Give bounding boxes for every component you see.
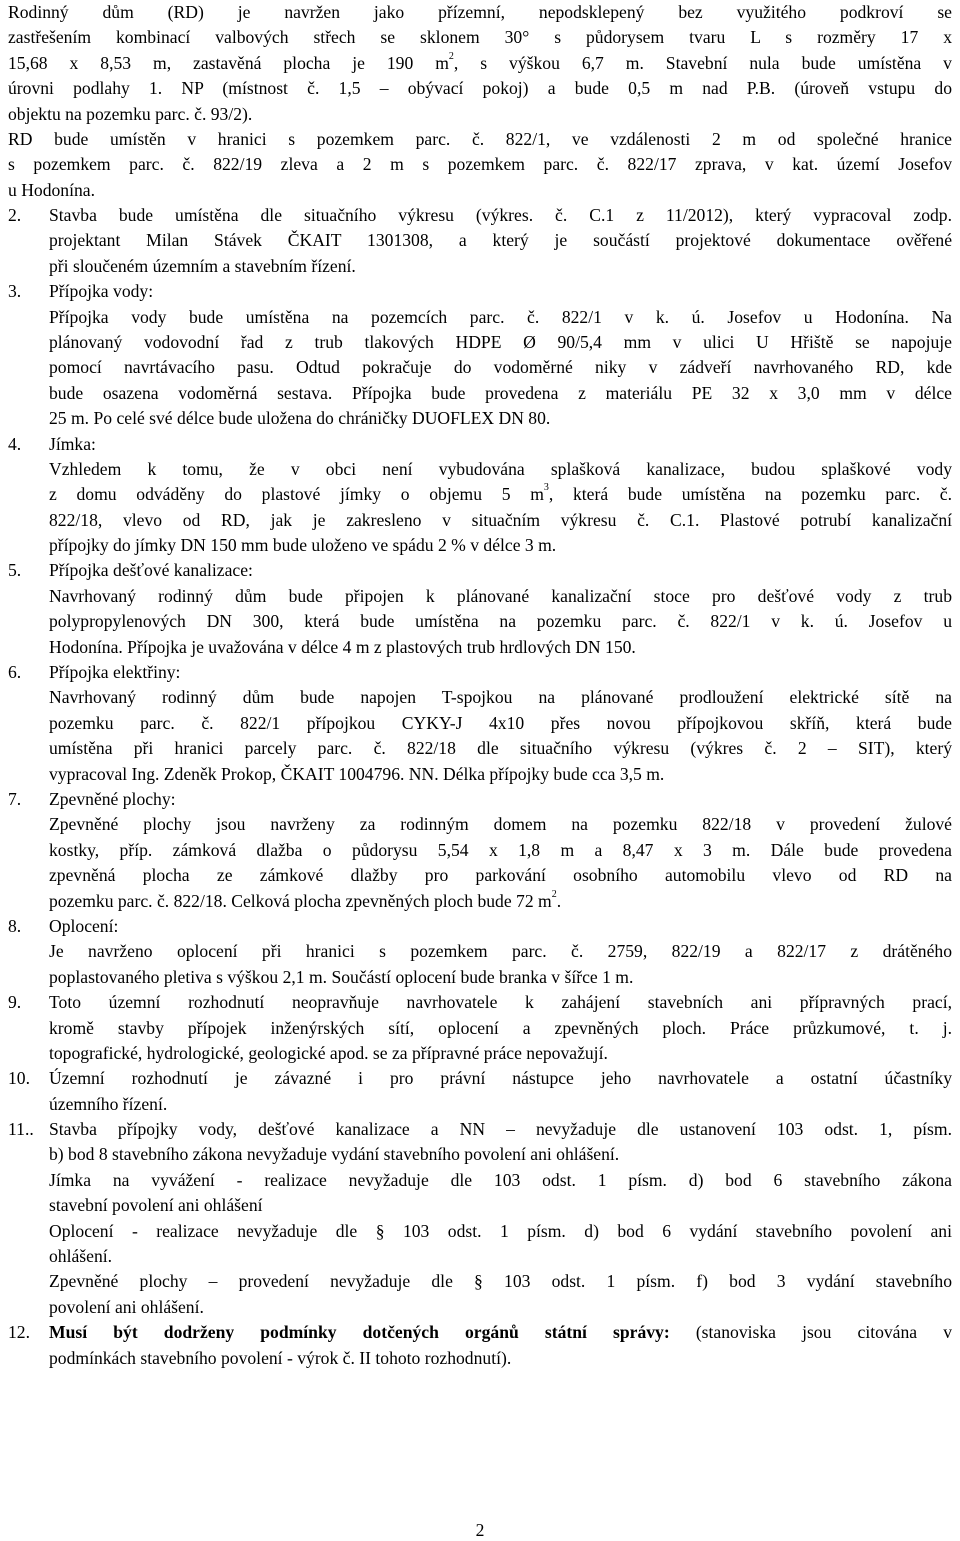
list-item bbox=[0, 1066, 960, 1117]
text-line: z domu odváděny do plastové jímky o objemu 5 $m^3$, která bude umístěna na pozemku parc. č. bbox=[49, 482, 952, 505]
list-item-number: 12. bbox=[8, 1322, 30, 1343]
text-line: Rodinný dům (RD) je navržen jako přízemní, nepodsklepený bez využitého podkroví se bbox=[8, 2, 952, 22]
list-item-number: 4. bbox=[8, 433, 22, 454]
text-line: Přípojka vody bude umístěna na pozemcích parc. č. 822/1 v k. ú. Josefov u Hodonína. Na bbox=[49, 306, 952, 327]
text-line: b) bod 8 stavebního zákona nevyžaduje vydání stavebního povolení ani ohlášení. bbox=[49, 1144, 620, 1165]
text-line: Zpevněné plochy: bbox=[49, 788, 176, 809]
list-item bbox=[0, 660, 960, 787]
list-item bbox=[0, 203, 960, 279]
text-line: kromě stavby přípojek inženýrských sítí, oplocení a zpevněných ploch. Práce průzkumové, t. j. bbox=[49, 1017, 952, 1038]
text-line: Zpevněné plochy – provedení nevyžaduje dle § 103 odst. 1 písm. f) bod 3 vydání stavebního bbox=[49, 1271, 952, 1292]
text-line: Hodonína. Přípojka je uvažována v délce 4 m z plastových trub hrdlových DN 150. bbox=[49, 636, 636, 657]
text-line: přípojky do jímky DN 150 mm bude uloženo ve spádu 2 % v délce 3 m. bbox=[49, 535, 557, 556]
list-item-number: 11.. bbox=[8, 1119, 34, 1140]
text-line: umístěna při hranici parcely parc. č. 822/18 dle situačního výkresu (výkres č. 2 – SIT), který bbox=[49, 738, 952, 759]
text-line: 25 m. Po celé své délce bude uložena do chráničky DUOFLEX DN 80. bbox=[49, 408, 551, 429]
page-number: 2 bbox=[475, 1520, 485, 1540]
list-item-number: 3. bbox=[8, 281, 22, 302]
list-item-number: 10. bbox=[8, 1068, 30, 1089]
text-line: Je navrženo oplocení při hranici s pozemkem parc. č. 2759, 822/19 a 822/17 z drátěného bbox=[49, 941, 952, 962]
list-item bbox=[0, 1320, 960, 1371]
text-line: ohlášení. bbox=[49, 1246, 113, 1267]
text-line: Územní rozhodnutí je závazné i pro právní nástupce jeho navrhovatele a ostatní účastníky bbox=[49, 1068, 952, 1089]
text-line: 15,68 x 8,53 m, zastavěná plocha je 190 $m^2$, s výškou 6,7 m. Stavební nula bude umístěna v bbox=[8, 50, 952, 73]
text-line: Navrhovaný rodinný dům bude napojen T-spojkou na plánované prodloužení elektrické sítě na bbox=[49, 687, 952, 708]
text-line: územního řízení. bbox=[49, 1093, 168, 1114]
text-line: úrovni podlahy 1. NP (místnost č. 1,5 – obývací pokoj) a bude 0,5 m nad P.B. (úroveň vstupu do bbox=[8, 78, 952, 99]
text-line: RD bude umístěn v hranici s pozemkem parc. č. 822/1, ve vzdálenosti 2 m od společné hranice bbox=[8, 128, 952, 149]
text-line: pozemku parc. č. 822/18. Celková plocha zpevněných ploch bude 72 $m^2$. bbox=[49, 888, 562, 911]
text-line: podmínkách stavebního povolení - výrok č. II tohoto rozhodnutí). bbox=[49, 1347, 512, 1368]
text-line: Přípojka vody: bbox=[49, 281, 154, 302]
list-item bbox=[0, 558, 960, 660]
text-line: Navrhovaný rodinný dům bude připojen k plánované kanalizační stoce pro dešťové vody z trub bbox=[49, 585, 952, 606]
text-line: pomocí navrtávacího pasu. Odtud pokračuje do vodoměrné niky v zádveří navrhovaného RD, kde bbox=[49, 357, 952, 378]
text-line: 822/18, vlevo od RD, jak je zakresleno v situačním výkresu č. C.1. Plastové potrubí kanalizační bbox=[49, 509, 952, 530]
text-line: s pozemkem parc. č. 822/19 zleva a 2 m s pozemkem parc. č. 822/17 zprava, v kat. území Josefov bbox=[8, 154, 952, 175]
text-line: stavební povolení ani ohlášení bbox=[49, 1195, 263, 1216]
text-line: zastřešením kombinací valbových střech se sklonem 30° s půdorysem tvaru L s rozměry 17 x bbox=[8, 27, 952, 48]
intro-paragraph bbox=[0, 0, 960, 203]
text-line: Jímka: bbox=[49, 433, 96, 454]
text-line: Oplocení - realizace nevyžaduje dle § 103 odst. 1 písm. d) bod 6 vydání stavebního povolení ani bbox=[49, 1220, 952, 1241]
list-item-number: 7. bbox=[8, 788, 22, 809]
text-line: Stavba přípojky vody, dešťové kanalizace a NN – nevyžaduje dle ustanovení 103 odst. 1, písm. bbox=[49, 1119, 952, 1140]
list-item bbox=[0, 787, 960, 914]
text-line: topografické, hydrologické, geologické apod. se za přípravné práce nepovažují. bbox=[49, 1042, 608, 1063]
text-line: zpevněná plocha ze zámkové dlažby pro parkování osobního automobilu vlevo od RD na bbox=[49, 865, 952, 886]
text-line: kostky, příp. zámková dlažba o půdorysu 5,54 x 1,8 m a 8,47 x 3 m. Dále bude provedena bbox=[49, 839, 952, 860]
text-line: Jímka na vyvážení - realizace nevyžaduje dle 103 odst. 1 písm. d) bod 6 stavebního zákona bbox=[49, 1169, 952, 1190]
list-item bbox=[0, 914, 960, 990]
text-line: projektant Milan Stávek ČKAIT 1301308, a který je součástí projektové dokumentace ověřené bbox=[49, 230, 952, 251]
numbered-list bbox=[0, 203, 960, 1371]
text-line: vypracoval Ing. Zdeněk Prokop, ČKAIT 1004796. NN. Délka přípojky bude cca 3,5 m. bbox=[49, 763, 665, 784]
text-line: Zpevněné plochy jsou navrženy za rodinným domem na pozemku 822/18 v provedení žulové bbox=[49, 814, 952, 835]
list-item-number: 8. bbox=[8, 915, 22, 936]
text-line: povolení ani ohlášení. bbox=[49, 1296, 204, 1317]
list-item-number: 6. bbox=[8, 662, 22, 683]
list-item bbox=[0, 432, 960, 559]
list-item bbox=[0, 279, 960, 431]
text-line: Přípojka elektřiny: bbox=[49, 662, 181, 683]
text-line: Toto územní rozhodnutí neopravňuje navrhovatele k zahájení stavebních ani přípravných prací, bbox=[49, 992, 952, 1013]
text-line: Vzhledem k tomu, že v obci není vybudována splašková kanalizace, budou splaškové vody bbox=[49, 458, 952, 479]
text-line: Musí být dodrženy podmínky dotčených orgánů státní správy: (stanoviska jsou citována v bbox=[49, 1322, 952, 1343]
text-line: při sloučeném územním a stavebním řízení. bbox=[49, 255, 356, 276]
text-line: Oplocení: bbox=[49, 915, 119, 936]
text-line: poplastovaného pletiva s výškou 2,1 m. Součástí oplocení bude branka v šířce 1 m. bbox=[49, 966, 634, 987]
list-item bbox=[0, 1117, 960, 1320]
list-item-number: 5. bbox=[8, 560, 22, 581]
text-line: Přípojka dešťové kanalizace: bbox=[49, 560, 253, 581]
text-line: pozemku parc. č. 822/1 přípojkou CYKY-J 4x10 přes novou přípojkovou skříň, která bude bbox=[49, 712, 952, 733]
text-line: polypropylenových DN 300, která bude umístěna na pozemku parc. č. 822/1 v k. ú. Josefov u bbox=[49, 611, 952, 632]
list-item-number: 2. bbox=[8, 205, 22, 225]
list-item-number: 9. bbox=[8, 992, 22, 1013]
text-line: u Hodonína. bbox=[8, 179, 95, 200]
text-line: plánovaný vodovodní řad z trub tlakových HDPE Ø 90/5,4 mm v ulici U Hřiště se napojuje bbox=[49, 331, 952, 352]
text-line: Stavba bude umístěna dle situačního výkresu (výkres. č. C.1 z 11/2012), který vypracoval zodp. bbox=[49, 205, 952, 225]
text-line: objektu na pozemku parc. č. 93/2). bbox=[8, 103, 253, 124]
list-item bbox=[0, 990, 960, 1066]
text-line: bude osazena vodoměrná sestava. Přípojka bude provedena z materiálu PE 32 x 3,0 mm v délce bbox=[49, 382, 952, 403]
